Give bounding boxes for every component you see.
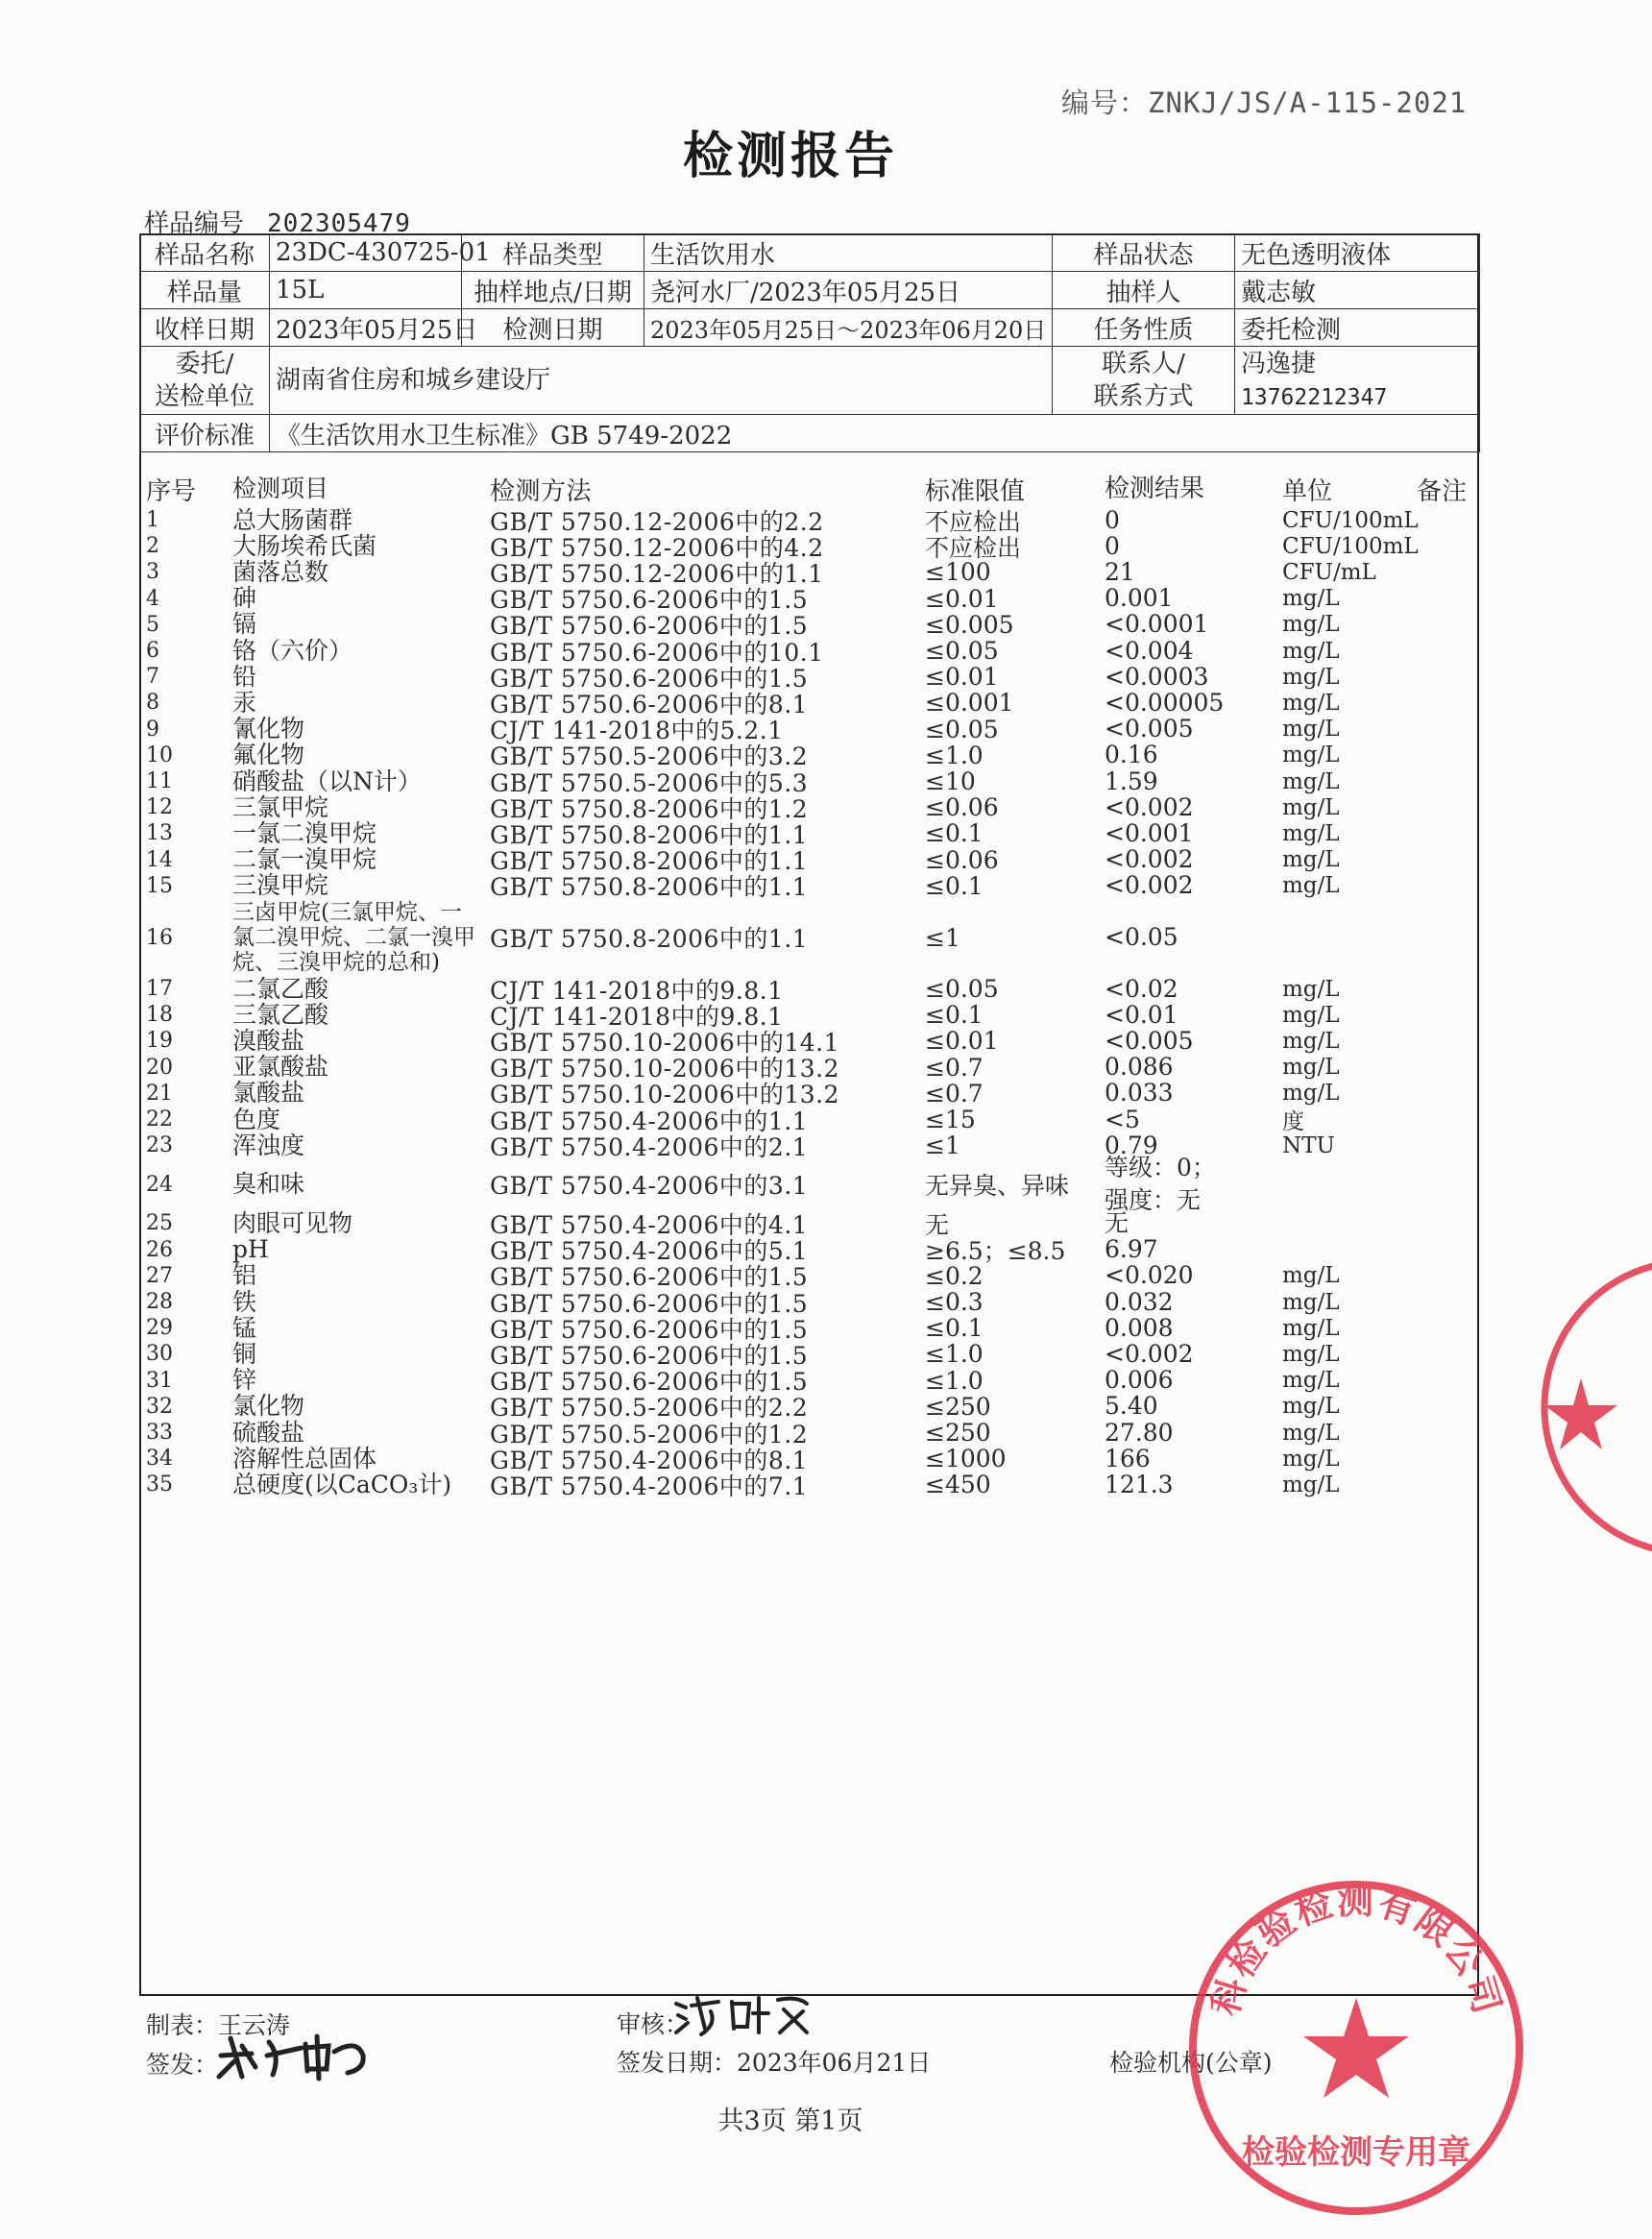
- row-no: 10: [146, 742, 173, 767]
- row-no: 9: [146, 717, 159, 742]
- results-header-row: [139, 471, 1479, 507]
- row-unit: mg/L: [1282, 820, 1340, 846]
- row-limit: ≤0.1: [925, 1314, 984, 1343]
- row-item: 臭和味: [232, 1170, 305, 1199]
- table-row: [139, 1081, 1479, 1107]
- row-method: GB/T 5750.6-2006中的1.5: [490, 1315, 809, 1344]
- row-result: 27.80: [1105, 1418, 1174, 1447]
- row-no: 18: [146, 1003, 173, 1028]
- row-limit: ≤0.1: [925, 871, 984, 900]
- row-method: GB/T 5750.4-2006中的1.1: [490, 1107, 809, 1135]
- table-row: [139, 1261, 1479, 1292]
- row-item: 二氯一溴甲烷: [232, 845, 377, 874]
- row-no: 1: [146, 508, 159, 533]
- row-method: GB/T 5750.6-2006中的1.5: [490, 1263, 809, 1292]
- row-method: GB/T 5750.12-2006中的1.1: [490, 559, 824, 588]
- row-limit: ≤0.06: [925, 793, 999, 822]
- row-unit: mg/L: [1282, 664, 1340, 690]
- row-no: 3: [146, 560, 159, 585]
- row-no: 26: [146, 1237, 173, 1262]
- row-limit: ≤0.2: [925, 1261, 984, 1290]
- reviewer-signature: [672, 1990, 816, 2038]
- row-limit: 不应检出: [925, 533, 1022, 562]
- col-header-item: 检测项目: [232, 475, 329, 502]
- row-limit: ≤0.06: [925, 845, 999, 874]
- row-method: GB/T 5750.6-2006中的1.5: [490, 1368, 809, 1397]
- table-row: [139, 1366, 1479, 1397]
- location-label: 抽样地点/日期: [462, 272, 644, 309]
- row-item: pH: [232, 1235, 269, 1264]
- contact-label-line1: 联系人/: [1102, 350, 1185, 378]
- row-item: 铝: [232, 1261, 257, 1290]
- row-unit: mg/L: [1282, 1420, 1340, 1446]
- table-row: [139, 1235, 1479, 1266]
- row-result: <0.02: [1105, 974, 1178, 1003]
- row-item: 铅: [232, 662, 257, 691]
- row-result: 0.006: [1105, 1366, 1174, 1395]
- page-number: 共3页 第1页: [717, 2106, 863, 2136]
- row-limit: ≤10: [925, 767, 976, 796]
- row-no: 6: [146, 639, 159, 664]
- row-limit: ≤0.05: [925, 637, 999, 666]
- row-no: 32: [146, 1394, 173, 1419]
- row-item: 铜: [232, 1339, 257, 1368]
- signer-signature: [213, 2027, 377, 2084]
- row-limit: ≤450: [925, 1471, 991, 1499]
- row-result: 0.033: [1105, 1079, 1174, 1107]
- row-unit: mg/L: [1282, 847, 1340, 873]
- row-unit: CFU/100mL: [1282, 533, 1419, 559]
- row-unit: [1282, 1158, 1407, 1210]
- quantity-value: 15L: [270, 272, 462, 309]
- row-unit: mg/L: [1282, 1055, 1340, 1081]
- row-method: GB/T 5750.4-2006中的8.1: [490, 1446, 809, 1474]
- row-limit: ≤0.7: [925, 1079, 984, 1107]
- row-no: 21: [146, 1081, 173, 1106]
- row-item: 氯酸盐: [232, 1079, 305, 1107]
- row-result: 121.3: [1105, 1470, 1174, 1498]
- sample-type-value: 生活饮用水: [644, 234, 1053, 272]
- row-no: 5: [146, 612, 159, 637]
- table-row: [139, 767, 1479, 797]
- row-result: 0.032: [1105, 1287, 1174, 1316]
- seal-text-bottom: 检验检测专用章: [1242, 2133, 1470, 2172]
- row-item: 三氯甲烷: [232, 792, 329, 821]
- quantity-label: 样品量: [140, 272, 270, 309]
- row-unit: mg/L: [1282, 1341, 1340, 1367]
- row-limit: ≤0.01: [925, 663, 999, 692]
- row-method: GB/T 5750.6-2006中的1.5: [490, 1289, 809, 1318]
- row-unit: 度: [1282, 1109, 1304, 1135]
- row-item: 氰化物: [232, 715, 305, 743]
- row-item: 锌: [232, 1366, 257, 1395]
- row-item: 砷: [232, 584, 257, 613]
- contact-phone: 13762212347: [1241, 384, 1388, 410]
- row-result: <0.002: [1105, 845, 1194, 874]
- sample-type-label: 样品类型: [462, 234, 644, 272]
- sampler-label: 抽样人: [1053, 272, 1235, 309]
- signer: [146, 2046, 218, 2081]
- row-no: 11: [146, 769, 173, 794]
- row-unit: mg/L: [1282, 873, 1340, 899]
- row-no: 30: [146, 1342, 173, 1367]
- row-limit: ≤100: [925, 558, 991, 587]
- row-no: 15: [146, 873, 173, 898]
- row-method: GB/T 5750.6-2006中的1.5: [490, 1341, 809, 1370]
- row-unit: mg/L: [1282, 690, 1340, 716]
- row-method: GB/T 5750.12-2006中的2.2: [490, 507, 824, 536]
- row-no: 14: [146, 847, 173, 872]
- row-result: 等级：0；强度：无: [1105, 1154, 1216, 1215]
- table-row: [139, 1446, 1479, 1472]
- issue-date: [617, 2044, 931, 2079]
- row-result: <0.00005: [1105, 688, 1225, 717]
- row-no: 19: [146, 1029, 173, 1054]
- sample-name-value: 23DC-430725-01: [270, 234, 462, 272]
- row-method: CJ/T 141-2018中的5.2.1: [490, 717, 784, 745]
- row-method: GB/T 5750.10-2006中的14.1: [490, 1028, 840, 1057]
- row-result: 166: [1105, 1444, 1151, 1472]
- row-result: <0.002: [1105, 1339, 1194, 1368]
- row-item: 汞: [232, 688, 257, 717]
- contact-value: [1235, 347, 1480, 415]
- row-unit: [1282, 1237, 1407, 1263]
- receive-date-value: 2023年05月25日: [270, 309, 462, 347]
- col-header-no: 序号: [146, 476, 197, 506]
- row-no: 34: [146, 1447, 173, 1472]
- row-item: 二氯乙酸: [232, 974, 329, 1003]
- table-row: [139, 1420, 1479, 1446]
- row-result: 0.16: [1105, 741, 1158, 769]
- row-unit: mg/L: [1282, 638, 1340, 664]
- row-limit: ≤0.3: [925, 1288, 984, 1317]
- row-limit: ≤1.0: [925, 741, 984, 769]
- sample-name-label: 样品名称: [140, 234, 270, 272]
- row-limit: ≤0.05: [925, 715, 999, 743]
- row-item: 总大肠菌群: [232, 505, 353, 534]
- contact-label-line2: 联系方式: [1093, 382, 1194, 411]
- standard-label: 评价标准: [140, 415, 270, 452]
- row-item: 氟化物: [232, 741, 305, 769]
- row-limit: ≥6.5；≤8.5: [925, 1237, 1066, 1266]
- row-unit: mg/L: [1282, 1289, 1340, 1315]
- row-result: 无: [1105, 1208, 1130, 1237]
- row-method: GB/T 5750.8-2006中的1.1: [490, 847, 809, 876]
- row-no: 24: [146, 1172, 173, 1197]
- table-row: [139, 1287, 1479, 1318]
- col-header-note: 备注: [1417, 476, 1468, 506]
- row-no: 7: [146, 665, 159, 690]
- test-date-label: 检测日期: [462, 309, 644, 347]
- prepared-name: 王云涛: [218, 2011, 291, 2039]
- standard-value: 《生活饮用水卫生标准》GB 5749-2022: [270, 415, 1480, 452]
- row-item: 一氯二溴甲烷: [232, 818, 377, 847]
- row-result: <0.005: [1105, 715, 1194, 743]
- col-header-result: 检测结果: [1105, 475, 1205, 503]
- row-result: 0.001: [1105, 584, 1174, 613]
- row-method: GB/T 5750.5-2006中的1.2: [490, 1420, 809, 1448]
- row-no: 31: [146, 1368, 173, 1393]
- row-result: <0.002: [1105, 792, 1194, 821]
- row-item: 溴酸盐: [232, 1026, 305, 1055]
- row-method: GB/T 5750.4-2006中的5.1: [490, 1237, 809, 1266]
- row-unit: mg/L: [1282, 1315, 1340, 1341]
- row-limit: ≤0.1: [925, 1001, 984, 1030]
- row-no: 17: [146, 977, 173, 1002]
- row-result: 0: [1105, 531, 1120, 560]
- table-row: [139, 1105, 1479, 1135]
- row-unit: mg/L: [1282, 1472, 1340, 1497]
- row-result: <0.020: [1105, 1261, 1194, 1290]
- row-limit: ≤0.05: [925, 975, 999, 1004]
- report-title: 检测报告: [682, 127, 898, 185]
- row-item: 镉: [232, 610, 257, 639]
- table-row: [139, 584, 1479, 615]
- row-no: 29: [146, 1316, 173, 1341]
- row-result: 0.008: [1105, 1313, 1174, 1342]
- row-method: GB/T 5750.10-2006中的13.2: [490, 1081, 840, 1109]
- table-row: [139, 845, 1479, 876]
- row-method: GB/T 5750.6-2006中的1.5: [490, 612, 809, 641]
- row-result: 1.59: [1105, 767, 1158, 795]
- row-result: <0.0001: [1105, 610, 1209, 639]
- row-method: GB/T 5750.5-2006中的3.2: [490, 742, 809, 771]
- row-method: GB/T 5750.4-2006中的7.1: [490, 1472, 809, 1500]
- row-limit: ≤15: [925, 1106, 976, 1134]
- row-limit: ≤1000: [925, 1445, 1007, 1473]
- table-row: [139, 871, 1479, 902]
- table-row: [139, 899, 1479, 976]
- task-value: 委托检测: [1235, 309, 1480, 347]
- row-limit: ≤0.7: [925, 1053, 984, 1082]
- row-item: 色度: [232, 1105, 281, 1133]
- sample-state-label: 样品状态: [1053, 234, 1235, 272]
- row-no: 4: [146, 586, 159, 611]
- row-unit: mg/L: [1282, 794, 1340, 820]
- row-item: 浑浊度: [232, 1131, 305, 1159]
- row-result: <5: [1105, 1105, 1140, 1133]
- row-item: 硫酸盐: [232, 1418, 305, 1447]
- col-header-limit: 标准限值: [925, 476, 1026, 506]
- row-limit: 无: [925, 1210, 950, 1239]
- row-method: GB/T 5750.8-2006中的1.2: [490, 794, 809, 823]
- table-row: [139, 974, 1479, 1005]
- row-unit: mg/L: [1282, 976, 1340, 1002]
- seal-text-top: 科检验检测有限公司: [1203, 1880, 1510, 2021]
- row-method: GB/T 5750.6-2006中的1.5: [490, 664, 809, 693]
- row-no: 33: [146, 1421, 173, 1446]
- signer-label: 签发：: [146, 2051, 219, 2079]
- edge-seal: [1537, 1253, 1652, 1561]
- issue-date-label: 签发日期：: [617, 2049, 738, 2077]
- prepared-label: 制表：: [146, 2011, 219, 2039]
- row-item: 锰: [232, 1313, 257, 1342]
- row-limit: ≤0.01: [925, 1027, 999, 1056]
- row-result: <0.01: [1105, 1000, 1178, 1029]
- row-method: GB/T 5750.6-2006中的1.5: [490, 586, 809, 615]
- table-row: [139, 1313, 1479, 1344]
- sample-number-value: 202305479: [267, 209, 411, 238]
- report-code: 编号：ZNKJ/JS/A-115-2021: [1061, 86, 1468, 119]
- sample-number-label: 样品编号: [144, 209, 245, 238]
- table-row: [139, 1392, 1479, 1423]
- row-limit: ≤250: [925, 1419, 991, 1448]
- sample-state-value: 无色透明液体: [1235, 234, 1480, 272]
- row-method: GB/T 5750.8-2006中的1.1: [490, 820, 809, 849]
- table-row: [139, 715, 1479, 745]
- official-seal: [1183, 1875, 1529, 2221]
- contact-name: 冯逸捷: [1241, 349, 1317, 378]
- row-result: 6.97: [1105, 1235, 1158, 1264]
- row-unit: [1282, 899, 1407, 976]
- table-row: [139, 557, 1479, 588]
- row-method: GB/T 5750.8-2006中的1.1: [490, 925, 809, 953]
- row-item: 硝酸盐（以N计）: [232, 767, 422, 795]
- row-no: 13: [146, 821, 173, 846]
- row-no: 35: [146, 1472, 173, 1497]
- contact-label: [1053, 347, 1235, 415]
- table-row: [139, 1208, 1479, 1239]
- col-header-unit: 单位: [1282, 476, 1333, 506]
- sampler-value: 戴志敏: [1235, 272, 1480, 309]
- row-unit: CFU/mL: [1282, 559, 1376, 585]
- row-no: 20: [146, 1055, 173, 1080]
- table-row: [139, 662, 1479, 693]
- row-limit: 不应检出: [925, 507, 1022, 536]
- row-limit: ≤250: [925, 1392, 991, 1421]
- row-unit: [1282, 1210, 1407, 1236]
- row-method: GB/T 5750.8-2006中的1.1: [490, 873, 809, 902]
- row-method: GB/T 5750.6-2006中的8.1: [490, 690, 809, 718]
- row-limit: ≤1: [925, 1132, 960, 1160]
- row-method: GB/T 5750.4-2006中的3.1: [490, 1172, 809, 1201]
- row-method: CJ/T 141-2018中的9.8.1: [490, 976, 784, 1005]
- row-item: 菌落总数: [232, 557, 329, 586]
- row-result: <0.0003: [1105, 662, 1209, 691]
- row-item: 大肠埃希氏菌: [232, 531, 377, 560]
- row-limit: ≤0.005: [925, 610, 1014, 639]
- row-result: <0.004: [1105, 636, 1194, 665]
- row-method: GB/T 5750.12-2006中的4.2: [490, 533, 824, 562]
- org-seal-label: 检验机构(公章): [1109, 2049, 1273, 2077]
- row-limit: ≤0.001: [925, 689, 1014, 718]
- table-row: [139, 818, 1479, 849]
- col-header-method: 检测方法: [490, 476, 593, 506]
- row-unit: NTU: [1282, 1132, 1335, 1158]
- row-unit: mg/L: [1282, 742, 1340, 768]
- row-result: <0.002: [1105, 871, 1194, 900]
- row-result: 5.40: [1105, 1392, 1158, 1421]
- row-limit: 无异臭、异味: [925, 1172, 1070, 1201]
- row-item: 肉眼可见物: [232, 1208, 353, 1237]
- row-item: 总硬度(以CaCO₃计): [232, 1470, 452, 1498]
- row-limit: ≤1: [925, 923, 960, 952]
- row-result: 0.086: [1105, 1053, 1174, 1082]
- row-unit: mg/L: [1282, 1394, 1340, 1420]
- row-unit: mg/L: [1282, 717, 1340, 742]
- row-result: 0: [1105, 505, 1120, 534]
- row-limit: ≤1.0: [925, 1340, 984, 1369]
- row-no: 28: [146, 1290, 173, 1315]
- row-limit: ≤1.0: [925, 1366, 984, 1395]
- row-unit: mg/L: [1282, 1028, 1340, 1054]
- client-label-line1: 委托/: [175, 350, 234, 378]
- row-no: 25: [146, 1211, 173, 1236]
- row-method: GB/T 5750.4-2006中的4.1: [490, 1210, 809, 1239]
- table-row: [139, 792, 1479, 823]
- client-value: 湖南省住房和城乡建设厅: [270, 347, 1053, 415]
- row-unit: mg/L: [1282, 586, 1340, 612]
- row-result: 21: [1105, 557, 1135, 586]
- client-label: [140, 347, 270, 415]
- row-limit: ≤0.1: [925, 819, 984, 848]
- receive-date-label: 收样日期: [140, 309, 270, 347]
- row-limit: ≤0.01: [925, 584, 999, 613]
- table-row: [139, 1470, 1479, 1500]
- row-unit: mg/L: [1282, 1263, 1340, 1289]
- row-result: <0.005: [1105, 1026, 1194, 1055]
- client-label-line2: 送检单位: [154, 382, 255, 411]
- row-unit: mg/L: [1282, 1368, 1340, 1394]
- row-item: 铬（六价）: [232, 636, 353, 665]
- row-method: CJ/T 141-2018中的9.8.1: [490, 1002, 784, 1031]
- row-method: GB/T 5750.6-2006中的10.1: [490, 638, 824, 667]
- row-method: GB/T 5750.10-2006中的13.2: [490, 1055, 840, 1083]
- table-row: [139, 741, 1479, 771]
- row-no: 27: [146, 1263, 173, 1288]
- row-item: 三氯乙酸: [232, 1000, 329, 1029]
- row-no: 12: [146, 795, 173, 820]
- sample-info-table: [139, 233, 1480, 452]
- test-date-value: 2023年05月25日～2023年06月20日: [644, 309, 1053, 347]
- row-result: <0.001: [1105, 818, 1194, 847]
- row-unit: CFU/100mL: [1282, 507, 1419, 533]
- row-unit: mg/L: [1282, 768, 1340, 794]
- row-no: 22: [146, 1107, 173, 1132]
- row-item: 三卤甲烷(三氯甲烷、一氯二溴甲烷、二氯一溴甲烷、三溴甲烷的总和): [232, 900, 475, 975]
- row-item: 溶解性总固体: [232, 1444, 377, 1472]
- reviewer-label: 审核：: [617, 2010, 690, 2038]
- table-row: [139, 1154, 1479, 1215]
- row-no: 8: [146, 691, 159, 716]
- table-row: [139, 1339, 1479, 1370]
- row-unit: mg/L: [1282, 1002, 1340, 1028]
- row-result: 0.79: [1105, 1131, 1158, 1159]
- row-unit: mg/L: [1282, 612, 1340, 638]
- row-item: 铁: [232, 1287, 257, 1316]
- issue-date-value: 2023年06月21日: [737, 2049, 932, 2077]
- row-no: 2: [146, 534, 159, 559]
- table-row: [139, 690, 1479, 716]
- row-unit: mg/L: [1282, 1446, 1340, 1472]
- results-table: [139, 471, 1479, 1996]
- table-row: [139, 1131, 1479, 1161]
- location-value: 尧河水厂/2023年05月25日: [644, 272, 1053, 309]
- row-item: 三溴甲烷: [232, 871, 329, 900]
- table-row: [139, 636, 1479, 667]
- row-item: 氯化物: [232, 1392, 305, 1421]
- row-no: 16: [146, 925, 173, 950]
- row-no: 23: [146, 1133, 173, 1158]
- row-item: 亚氯酸盐: [232, 1053, 329, 1082]
- task-label: 任务性质: [1053, 309, 1235, 347]
- row-result: <0.05: [1105, 923, 1178, 951]
- row-method: GB/T 5750.5-2006中的2.2: [490, 1394, 809, 1423]
- row-unit: mg/L: [1282, 1081, 1340, 1107]
- row-method: GB/T 5750.4-2006中的2.1: [490, 1132, 809, 1161]
- row-method: GB/T 5750.5-2006中的5.3: [490, 768, 809, 797]
